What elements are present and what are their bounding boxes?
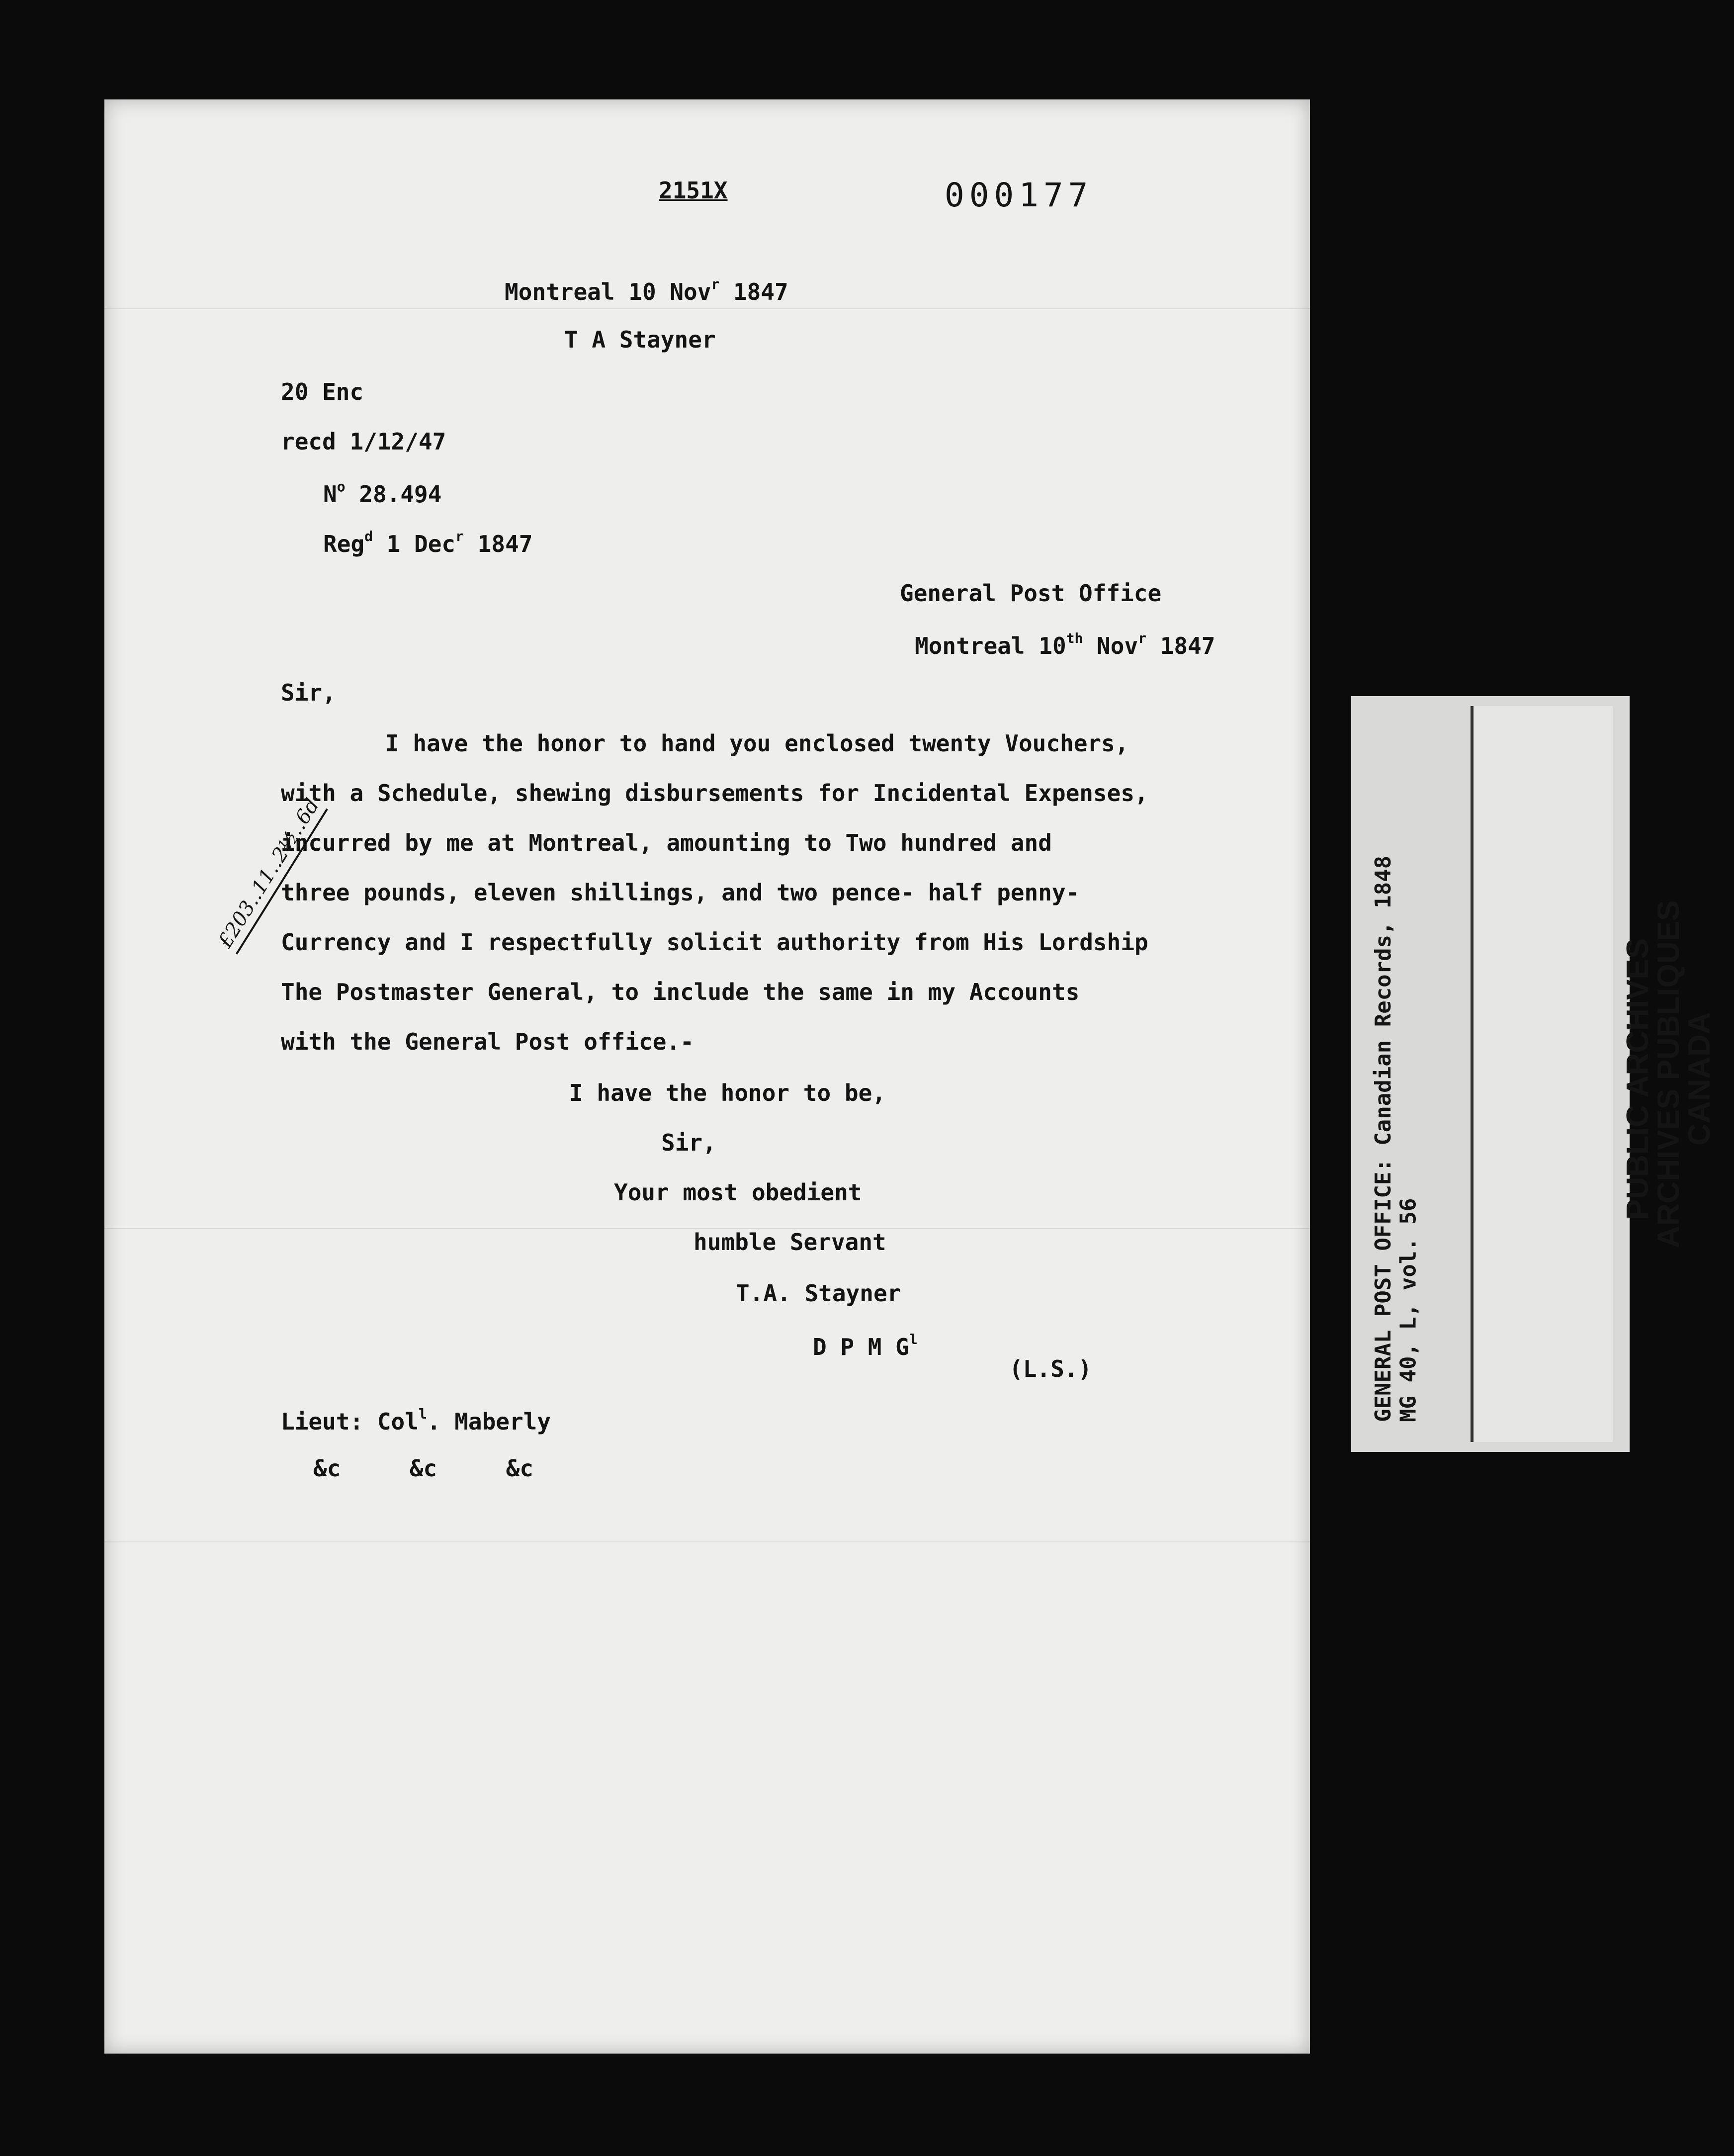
- margin-note: £203..11..2½..6d: [214, 795, 328, 955]
- document-page: [104, 99, 1310, 2054]
- docket-enclosures: 20 Enc: [281, 378, 364, 405]
- letterhead-office: General Post Office: [900, 580, 1162, 607]
- closing-line: I have the honor to be,: [569, 1079, 886, 1106]
- body-line: three pounds, eleven shillings, and two pence- half penny-: [281, 879, 1080, 906]
- closing-line: Your most obedient: [614, 1179, 862, 1206]
- letterhead-date: Montreal 10th Nov$^r$ 1847: [915, 630, 1215, 659]
- page-number: 000177: [945, 176, 1093, 214]
- closing-line: Sir,: [661, 1129, 716, 1156]
- file-reference: 2151X: [659, 177, 728, 204]
- archive-stamp: PUBLIC ARCHIVES ARCHIVES PUBLIQUES CANADA: [1621, 900, 1717, 1248]
- title: D P M $G^l$: [813, 1331, 918, 1360]
- seal: (L.S.): [1009, 1355, 1092, 1382]
- etcetera: &c &c &c: [313, 1455, 534, 1482]
- header-name: T A Stayner: [564, 326, 716, 353]
- body-line: The Postmaster General, to include the same in my Accounts: [281, 979, 1080, 1005]
- closing-line: humble Servant: [694, 1229, 886, 1256]
- body-line: I have the honor to hand you enclosed twenty Vouchers,: [385, 730, 1129, 757]
- docket-registered: Reg$^d$ 1 Dec$^r$ 1847: [323, 528, 533, 557]
- docket-received: recd 1/12/47: [281, 428, 446, 455]
- body-line: with a Schedule, shewing disbursements for Incidental Expenses,: [281, 780, 1148, 807]
- archive-stamp-panel: [1471, 706, 1717, 1442]
- archive-label-strip: [1351, 696, 1717, 1452]
- body-line: with the General Post office.-: [281, 1028, 694, 1055]
- body-line: Currency and I respectfully solicit authority from His Lordship: [281, 929, 1148, 956]
- header-date: Montreal 10 Nov$^r$ 1847: [505, 276, 788, 305]
- signature: T.A. Stayner: [736, 1280, 901, 1307]
- salutation: Sir,: [281, 679, 336, 706]
- archive-reference: GENERAL POST OFFICE: Canadian Records, 1848 MG 40, L, vol. 56: [1371, 855, 1421, 1422]
- docket-number: $N^o$ 28.494: [323, 478, 442, 508]
- body-line: incurred by me at Montreal, amounting to Two hundred and: [281, 829, 1052, 856]
- addressee: Lieut: Col$^l$. Maberly: [281, 1406, 551, 1435]
